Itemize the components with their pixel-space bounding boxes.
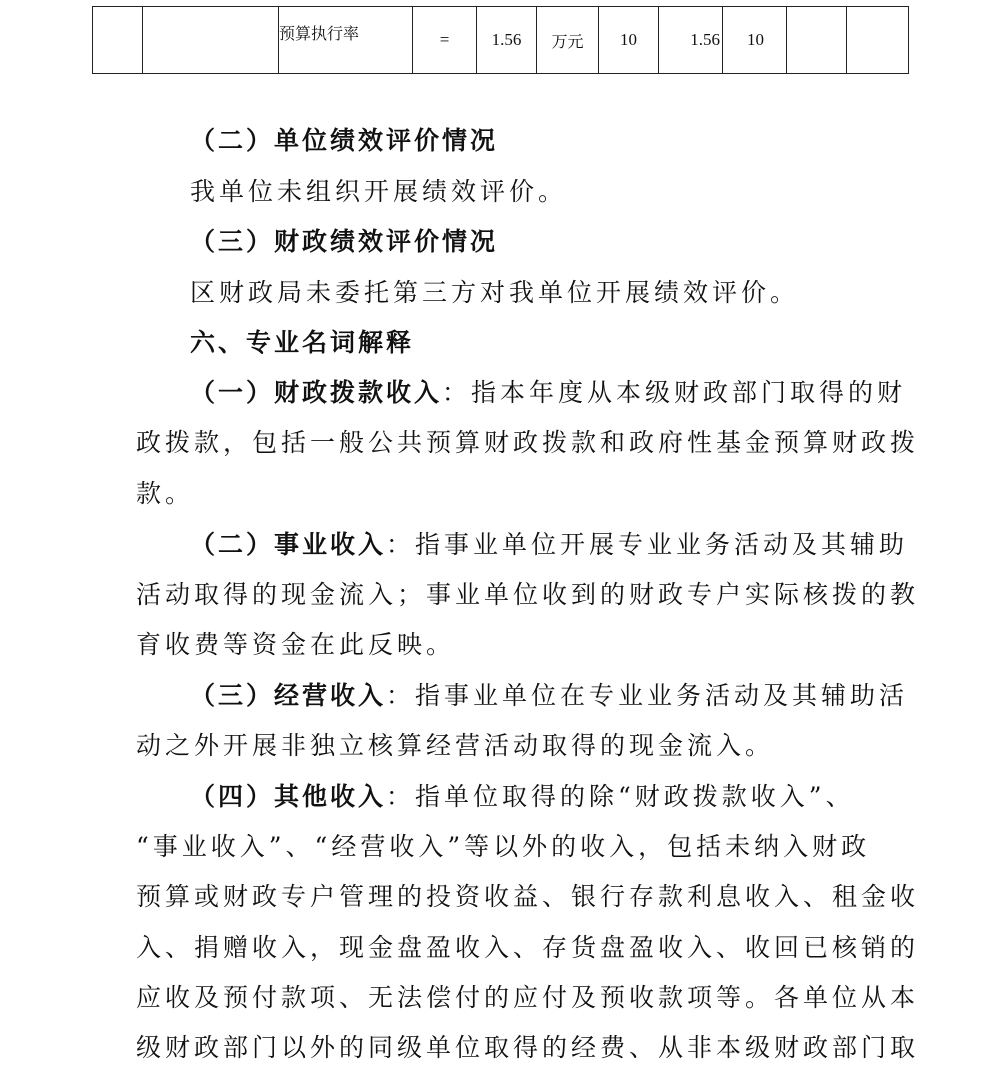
table-cell-empty — [143, 7, 279, 74]
paragraph-line: 政拨款，包括一般公共预算财政拨款和政府性基金预算财政拨 — [136, 428, 920, 457]
paragraph-line: “事业收入”、“经营收入”等以外的收入，包括未纳入财政 — [136, 832, 871, 861]
term-definition: ：指事业单位开展专业业务活动及其辅助 — [386, 530, 909, 559]
term-paragraph — [190, 378, 906, 408]
table-cell-empty — [93, 7, 143, 74]
table-row — [93, 7, 909, 74]
term-definition: ：指事业单位在专业业务活动及其辅助活 — [386, 681, 909, 710]
table-cell-empty — [847, 7, 909, 74]
term-definition: ：指本年度从本级财政部门取得的财 — [442, 378, 907, 407]
paragraph-line: 预算或财政专户管理的投资收益、银行存款利息收入、租金收 — [136, 882, 920, 911]
weight-cell: 10 — [599, 7, 659, 74]
indicator-name-cell: 预算执行率 — [279, 7, 413, 74]
performance-table — [92, 6, 909, 74]
operator-cell: = — [413, 7, 477, 74]
paragraph: 区财政局未委托第三方对我单位开展绩效评价。 — [190, 278, 800, 307]
term-paragraph — [190, 782, 855, 812]
actual-value-cell: 1.56 — [659, 7, 723, 74]
term-definition: ：指单位取得的除“财政拨款收入”、 — [386, 782, 855, 811]
paragraph-line: 级财政部门以外的同级单位取得的经费、从非本级财政部门取 — [136, 1033, 920, 1062]
paragraph-line: 动之外开展非独立核算经营活动取得的现金流入。 — [136, 731, 775, 760]
target-value-cell: 1.56 — [477, 7, 537, 74]
chapter-heading: 六、专业名词解释 — [190, 328, 415, 357]
term-paragraph — [190, 681, 908, 711]
term-label: （一）财政拨款收入 — [190, 378, 443, 407]
score-cell: 10 — [723, 7, 787, 74]
paragraph-line: 款。 — [136, 479, 195, 508]
term-paragraph — [190, 530, 908, 560]
paragraph-line: 育收费等资金在此反映。 — [136, 630, 456, 659]
section-heading: （二）单位绩效评价情况 — [190, 126, 499, 155]
term-label: （三）经营收入 — [190, 681, 387, 710]
paragraph-line: 应收及预付款项、无法偿付的应付及预收款项等。各单位从本 — [136, 983, 920, 1012]
paragraph-line: 活动取得的现金流入；事业单位收到的财政专户实际核拨的教 — [136, 580, 920, 609]
unit-cell: 万元 — [537, 7, 599, 74]
paragraph: 我单位未组织开展绩效评价。 — [190, 177, 568, 206]
term-label: （二）事业收入 — [190, 530, 387, 559]
paragraph-line: 入、捐赠收入，现金盘盈收入、存货盘盈收入、收回已核销的 — [136, 933, 920, 962]
table-cell-empty — [787, 7, 847, 74]
term-label: （四）其他收入 — [190, 782, 387, 811]
section-heading: （三）财政绩效评价情况 — [190, 227, 499, 256]
